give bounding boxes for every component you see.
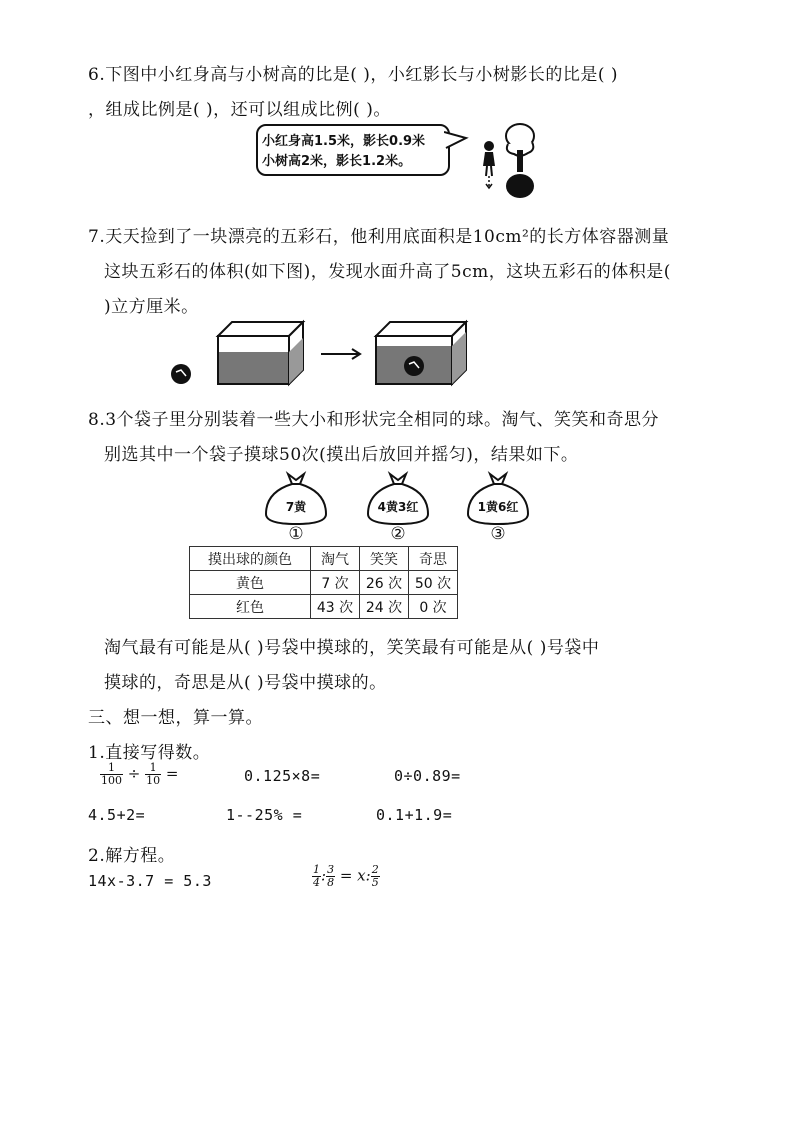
equation-2-middle: = x: — [335, 866, 371, 885]
q6-line2: ，组成比例是( )，还可以组成比例( )。 — [88, 100, 391, 120]
expr6: 0.1+1.9= — [376, 806, 453, 824]
q8-line1: 8.3个袋子里分别装着一些大小和形状完全相同的球。淘气、笑笑和奇思分 — [88, 410, 660, 430]
container-experiment-illustration — [168, 318, 478, 390]
q8-answer-line1: 淘气最有可能是从( )号袋中摸球的，笑笑最有可能是从( )号袋中 — [104, 638, 600, 658]
q8-line2: 别选其中一个袋子摸球50次(摸出后放回并摇匀)，结果如下。 — [104, 445, 579, 465]
expr4: 4.5+2= — [88, 806, 146, 824]
q8-answer-line2: 摸球的，奇思是从( )号袋中摸球的。 — [104, 673, 387, 693]
container-after — [376, 322, 466, 384]
fraction-2-5: $\frac{2}{5}$ — [371, 863, 379, 889]
table-cell: 黄色 — [190, 571, 311, 595]
equation-2 — [312, 864, 380, 889]
table-row — [190, 595, 458, 619]
callout-line2: 小树高2米，影长1.2米。 — [262, 154, 412, 169]
expr5: 1--25% = — [226, 806, 303, 824]
speech-bubble — [256, 124, 450, 176]
divide-sign: ÷ — [127, 764, 141, 783]
table-cell: 7 次 — [311, 571, 360, 595]
expr2: 0.125×8= — [244, 767, 321, 785]
equals-sign: = — [165, 764, 179, 783]
section3-sub2: 2.解方程。 — [88, 846, 176, 866]
q7-line1: 7.天天捡到了一块漂亮的五彩石，他利用底面积是10cm²的长方体容器测量 — [88, 227, 670, 247]
table-cell: 24 次 — [360, 595, 409, 619]
table-cell: 50 次 — [409, 571, 458, 595]
table-header-cell: 淘气 — [311, 547, 360, 571]
colon-sign: : — [321, 866, 327, 885]
fraction-1-10: $\frac{1}{10}$ — [146, 761, 161, 787]
ball-results-table — [189, 546, 458, 619]
girl-and-tree-illustration — [444, 120, 564, 204]
fraction-1-4: $\frac{1}{4}$ — [313, 863, 320, 889]
bag-3-label: 1黄6红 — [477, 500, 519, 514]
arrow-right-icon — [321, 349, 360, 359]
q7-line3: )立方厘米。 — [104, 297, 199, 317]
bag-2-label: 4黄3红 — [377, 500, 419, 514]
bag-1-number: ① — [288, 524, 304, 544]
expr3: 0÷0.89= — [394, 767, 461, 785]
table-cell: 43 次 — [311, 595, 360, 619]
section3-title: 三、想一想，算一算。 — [88, 708, 263, 728]
table-cell: 红色 — [190, 595, 311, 619]
container-before — [218, 322, 303, 384]
tree-icon — [506, 124, 534, 198]
fraction-1-100: $\frac{1}{100}$ — [101, 761, 122, 787]
bag-3 — [464, 470, 532, 546]
equation-1: 14x-3.7 = 5.3 — [88, 872, 212, 890]
q6-line1: 6.下图中小红身高与小树高的比是( )，小红影长与小树影长的比是( ) — [88, 65, 619, 85]
table-row — [190, 571, 458, 595]
table-header-cell: 摸出球的颜色 — [190, 547, 311, 571]
girl-icon — [483, 141, 495, 188]
bag-2-number: ② — [390, 524, 406, 544]
bag-1-label: 7黄 — [285, 500, 307, 514]
table-header-row — [190, 547, 458, 571]
table-cell: 26 次 — [360, 571, 409, 595]
table-header-cell: 笑笑 — [360, 547, 409, 571]
table-header-cell: 奇思 — [409, 547, 458, 571]
bubble-tail — [444, 132, 466, 148]
bag-1 — [262, 470, 330, 546]
fraction-3-8: $\frac{3}{8}$ — [327, 863, 335, 889]
stone-icon — [171, 364, 191, 384]
bag-2 — [364, 470, 432, 546]
section3-sub1: 1.直接写得数。 — [88, 743, 211, 763]
q7-line2: 这块五彩石的体积(如下图)，发现水面升高了5cm，这块五彩石的体积是( — [104, 262, 671, 282]
table-cell: 0 次 — [409, 595, 458, 619]
bag-3-number: ③ — [490, 524, 506, 544]
expr1 — [100, 762, 179, 787]
callout-line1: 小红身高1.5米，影长0.9米 — [262, 134, 426, 149]
